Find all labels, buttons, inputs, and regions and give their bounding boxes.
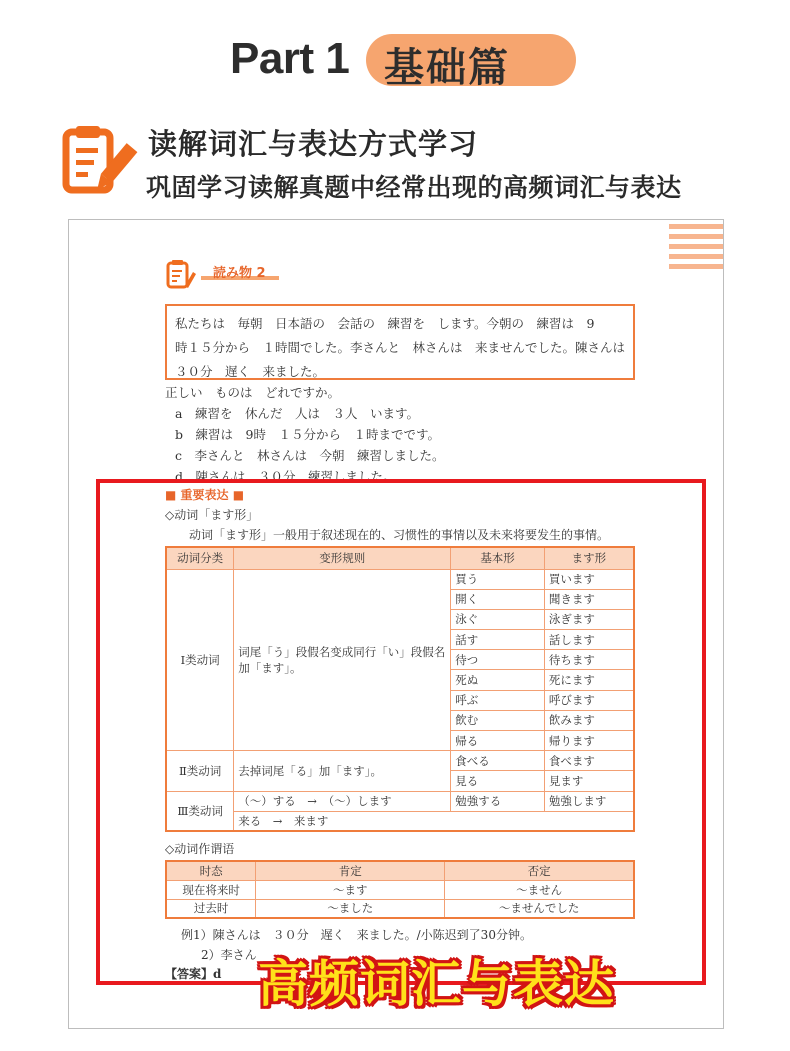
question-text: 正しい ものは どれですか。 (165, 385, 341, 400)
col-header: 基本形 (451, 547, 545, 569)
reading-header (165, 258, 285, 288)
reading-note-icon (165, 258, 199, 290)
masu-form: 帰ります (544, 731, 634, 751)
example-2: 2）李さん (201, 948, 257, 962)
corner-stripes (669, 224, 723, 274)
masu-form: 食べます (544, 751, 634, 771)
tense-cell: ～ました (256, 899, 445, 918)
tense-cell: ～ます (256, 880, 445, 899)
passage-line: ３０分 遅く 来ました。 (175, 364, 326, 379)
class1-rule: 词尾「う」段假名变成同行「い」段假名加「ます」。 (234, 569, 451, 751)
masu-form: 聞きます (544, 589, 634, 609)
col-header: 肯定 (256, 861, 445, 880)
highlight-box (96, 479, 706, 985)
class2-rule: 去掉词尾「る」加「ます」。 (234, 751, 451, 791)
col-header: 时态 (166, 861, 256, 880)
base-form: 飲む (451, 710, 545, 730)
part-label: Part 1 (230, 34, 350, 83)
base-form: 見る (451, 771, 545, 791)
intro-subtitle: 巩固学习读解真题中经常出现的高频词汇与表达 (146, 173, 682, 202)
option-b: b 練習は 9時 １５分から １時までです。 (175, 427, 440, 442)
section-pill (366, 34, 576, 91)
base-form: 開く (451, 589, 545, 609)
col-header: ます形 (544, 547, 634, 569)
class3-label: Ⅲ类动词 (166, 791, 234, 831)
passage-line: 時１５分から １時間でした。李さんと 林さんは 来ませんでした。陳さんは (175, 340, 626, 355)
base-form: 食べる (451, 751, 545, 771)
base-form: 死ぬ (451, 670, 545, 690)
masu-form: 呼びます (544, 690, 634, 710)
example-1: 例1）陳さんは ３０分 遅く 来ました。/小陈迟到了30分钟。 (181, 928, 532, 942)
masu-form: 買います (544, 569, 634, 589)
class1-label: Ⅰ类动词 (166, 569, 234, 751)
masu-form: 勉強します (544, 791, 634, 811)
question-block (165, 382, 445, 487)
col-header: 动词分类 (166, 547, 234, 569)
option-a: a 練習を 休んだ 人は ３人 います。 (175, 406, 419, 421)
option-c: c 李さんと 林さんは 今朝 練習しました。 (175, 448, 445, 463)
base-form: 待つ (451, 650, 545, 670)
base-form: 呼ぶ (451, 690, 545, 710)
tense-cell: 现在将来时 (166, 880, 256, 899)
section-pill-label: 基础篇 (384, 45, 510, 91)
base-form: 泳ぐ (451, 609, 545, 629)
class3-rule: 来る → 来ます (234, 811, 634, 831)
subhead-predicate: ◇动词作谓语 (165, 842, 235, 856)
passage-line: 私たちは 毎朝 日本語の 会話の 練習を します。今朝の 練習は 9 (175, 316, 595, 331)
reading-label: 読み物 2 (213, 266, 266, 281)
tense-cell: ～ませんでした (445, 899, 634, 918)
masu-form: 話します (544, 630, 634, 650)
reading-passage (165, 304, 635, 380)
base-form: 買う (451, 569, 545, 589)
base-form: 帰る (451, 731, 545, 751)
class2-label: Ⅱ类动词 (166, 751, 234, 791)
answer: 【答案】d (165, 967, 222, 981)
base-form: 話す (451, 630, 545, 650)
notepad-pencil-icon (60, 122, 138, 200)
masu-form: 飲みます (544, 710, 634, 730)
masu-form: 見ます (544, 771, 634, 791)
page-header (0, 30, 790, 94)
masu-form: 待ちます (544, 650, 634, 670)
highlight-banner: 高频词汇与表达 (258, 955, 615, 1013)
masu-description: 动词「ます形」一般用于叙述现在的、习惯性的事情以及未来将要发生的事情。 (189, 528, 610, 542)
intro-title: 读解词汇与表达方式学习 (148, 127, 479, 161)
col-header: 变形规则 (234, 547, 451, 569)
section-title: ■ 重要表达 ■ (165, 488, 245, 502)
col-header: 否定 (445, 861, 634, 880)
class3-rule: （～）する → （～）します (234, 791, 451, 811)
base-form: 勉強する (451, 791, 545, 811)
option-d: d 陳さんは ３０分 練習しました。 (175, 469, 396, 484)
masu-form: 泳ぎます (544, 609, 634, 629)
masu-form: 死にます (544, 670, 634, 690)
tense-cell: ～ません (445, 880, 634, 899)
tense-cell: 过去时 (166, 899, 256, 918)
subhead-masu: ◇动词「ます形」 (165, 508, 259, 522)
